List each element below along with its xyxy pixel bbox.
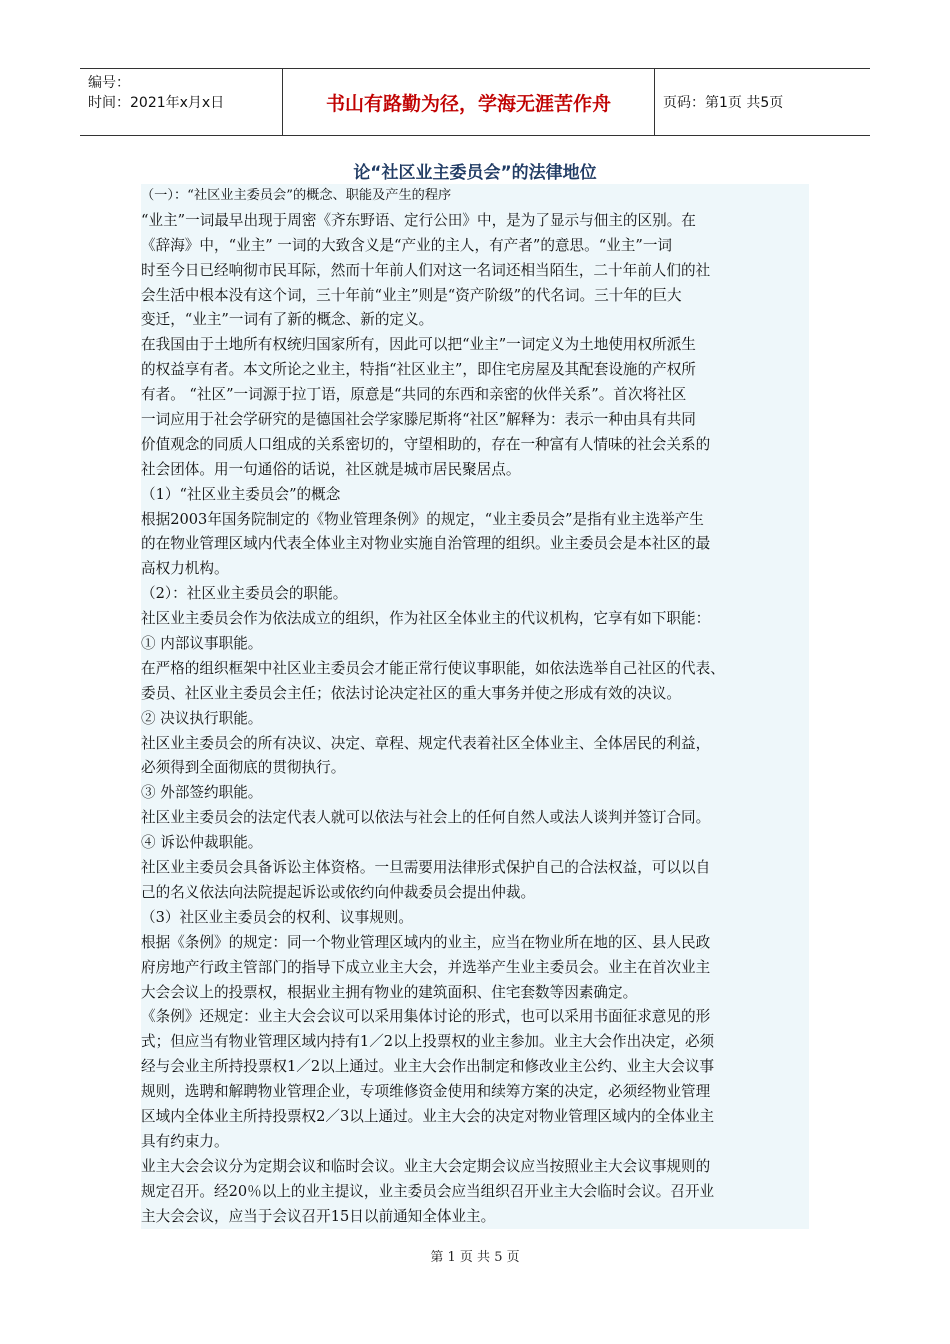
- body-line: （一）：“社区业主委员会”的概念、职能及产生的程序: [141, 188, 452, 203]
- body-line: 主大会会议，应当于会议召开15日以前通知全体业主。: [141, 1207, 496, 1225]
- body-line: 变迁，“业主”一词有了新的概念、新的定义。: [141, 311, 434, 329]
- header-motto: 书山有路勤为径，学海无涯苦作舟: [283, 69, 655, 135]
- body-line: ① 内部议事职能。: [141, 635, 263, 653]
- time-label: 时间：2021年x月x日: [88, 95, 225, 111]
- body-line: 社区业主委员会的法定代表人就可以依法与社会上的任何自然人或法人谈判并签订合同。: [141, 809, 711, 827]
- body-line: 区域内全体业主所持投票权2／3以上通过。业主大会的决定对物业管理区域内的全体业主: [141, 1107, 715, 1125]
- body-line: “业主”一词最早出现于周密《齐东野语、定行公田》中，是为了显示与佃主的区别。在: [141, 211, 696, 229]
- body-line: ② 决议执行职能。: [141, 709, 263, 727]
- body-line: 大会会议上的投票权，根据业主拥有物业的建筑面积、住宅套数等因素确定。: [141, 983, 638, 1001]
- body-line: 规则，选聘和解聘物业管理企业，专项维修资金使用和续筹方案的决定，必须经物业管理: [141, 1083, 711, 1101]
- body-line: 府房地产行政主管部门的指导下成立业主大会，并选举产生业主委员会。业主在首次业主: [141, 958, 711, 976]
- body-line: 社区业主委员会的所有决议、决定、章程、规定代表着社区全体业主、全体居民的利益，: [141, 734, 711, 752]
- body-line: 必须得到全面彻底的贯彻执行。: [141, 759, 346, 777]
- page-footer: 第 1 页 共 5 页: [430, 1250, 520, 1265]
- body-line: ③ 外部签约职能。: [141, 784, 263, 802]
- header-table: [80, 68, 870, 136]
- body-line: 的在物业管理区域内代表全体业主对物业实施自治管理的组织。业主委员会是本社区的最: [141, 535, 711, 553]
- body-line: 业主大会会议分为定期会议和临时会议。业主大会定期会议应当按照业主大会议事规则的: [141, 1157, 711, 1175]
- body-line: 价值观念的同质人口组成的关系密切的，守望相助的，存在一种富有人情味的社会关系的: [141, 435, 711, 453]
- body-line: 社区业主委员会作为依法成立的组织，作为社区全体业主的代议机构，它享有如下职能：: [141, 610, 711, 628]
- body-line: 具有约束力。: [141, 1132, 229, 1150]
- body-line: 根据2003年国务院制定的《物业管理条例》的规定，“业主委员会”是指有业主选举产生: [141, 510, 704, 528]
- body-line: 时至今日已经响彻市民耳际，然而十年前人们对这一名词还相当陌生，二十年前人们的社: [141, 261, 711, 279]
- body-line: 《辞海》中，“业主” 一词的大致含义是“产业的主人，有产者”的意思。“业主”一词: [141, 236, 673, 254]
- body-line: 一词应用于社会学研究的是德国社会学家滕尼斯将“社区”解释为：表示一种由具有共同: [141, 411, 696, 429]
- body-line: 根据《条例》的规定：同一个物业管理区域内的业主，应当在物业所在地的区、县人民政: [141, 933, 711, 951]
- document-body: [141, 184, 809, 1229]
- body-line: 己的名义依法向法院提起诉讼或依约向仲裁委员会提出仲裁。: [141, 883, 536, 901]
- body-line: 高权力机构。: [141, 560, 229, 578]
- body-line: （1）“社区业主委员会”的概念: [141, 485, 341, 503]
- body-line: 委员、社区业主委员会主任；依法讨论决定社区的重大事务并使之形成有效的决议。: [141, 684, 681, 702]
- header-meta-cell: [80, 69, 283, 135]
- body-line: 式；但应当有物业管理区域内持有1／2以上投票权的业主参加。业主大会作出决定，必须: [141, 1033, 715, 1051]
- body-line: 在严格的组织框架中社区业主委员会才能正常行使议事职能，如依法选举自己社区的代表、: [141, 659, 725, 677]
- body-line: 的权益享有者。本文所论之业主，特指“社区业主”，即住宅房屋及其配套设施的产权所: [141, 361, 696, 379]
- document-title: 论“社区业主委员会”的法律地位: [353, 163, 597, 183]
- body-line: 有者。 “社区”一词源于拉丁语，原意是“共同的东西和亲密的伙伴关系”。首次将社区: [141, 386, 687, 404]
- body-line: 在我国由于土地所有权统归国家所有，因此可以把“业主”一词定义为土地使用权所派生: [141, 336, 696, 354]
- header-page-info: 页码：第1页 共5页: [663, 95, 784, 111]
- body-line: （2）：社区业主委员会的职能。: [141, 585, 348, 603]
- body-line: 《条例》还规定：业主大会会议可以采用集体讨论的形式，也可以采用书面征求意见的形: [141, 1008, 711, 1026]
- body-line: ④ 诉讼仲裁职能。: [141, 834, 263, 852]
- body-line: 社会团体。用一句通俗的话说，社区就是城市居民聚居点。: [141, 460, 521, 478]
- body-line: 会生活中根本没有这个词，三十年前“业主”则是“资产阶级”的代名词。三十年的巨大: [141, 286, 682, 304]
- number-label: 编号：: [88, 75, 130, 91]
- body-line: 社区业主委员会具备诉讼主体资格。一旦需要用法律形式保护自己的合法权益，可以以自: [141, 859, 711, 877]
- body-line: 经与会业主所持投票权1／2以上通过。业主大会作出制定和修改业主公约、业主大会议事: [141, 1058, 715, 1076]
- body-line: （3）社区业主委员会的权利、议事规则。: [141, 908, 413, 926]
- body-line: 规定召开。经20％以上的业主提议，业主委员会应当组织召开业主大会临时会议。召开业: [141, 1182, 715, 1200]
